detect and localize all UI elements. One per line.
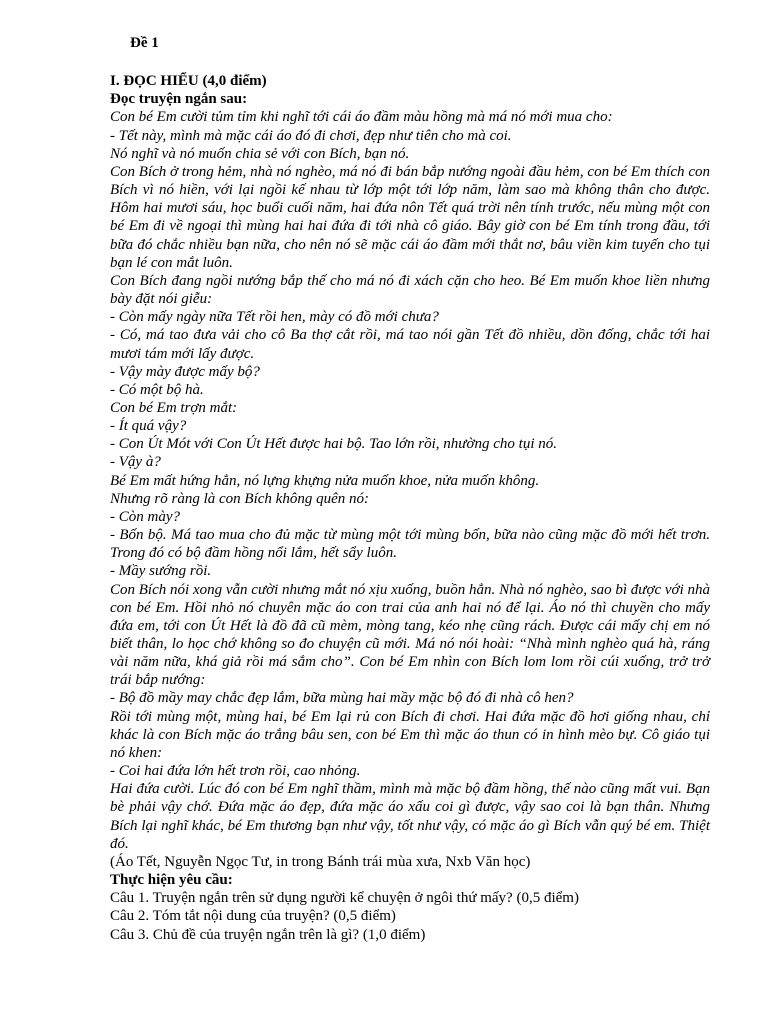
story-paragraph: Con Bích ở trong hẻm, nhà nó nghèo, má nó đi bán bắp nướng ngoài đầu hẻm, con bé Em thích con Bích vì nó hiền, với lại ngồi kế nhau từ lớp một tới lớp năm, làm sao mà không thân cho được. Hôm hai mươi sáu, học buổi cuối năm, hai đứa nôn Tết quá trời nên tính trước, nếu mùng một con bé Em đi về ngoại thì mùng hai hai đứa đi tới nhà cô giáo. Bây giờ con bé Em tính trong đầu, tới bữa đó chắc nhiều bạn nữa, cho nên nó sẽ mặc cái áo đầm mới thắt nơ, bâu viền kim tuyến cho tụi bạn lé con mắt luôn. <box>110 163 710 271</box>
story-paragraph: Hai đứa cười. Lúc đó con bé Em nghĩ thầm, mình mà mặc bộ đầm hồng, thế nào cũng mất vui. Bạn bè phải vậy chớ. Đứa mặc áo đẹp, đứa mặc áo xấu coi gì được, vậy sao coi là bạn thân. Nhưng Bích lại nghĩ khác, bé Em thương bạn như vậy, tốt như vậy, có mặc áo gì Bích vẫn quý bé em. Thiệt đó. <box>110 781 710 852</box>
tasks-heading: Thực hiện yêu cầu: <box>110 872 233 889</box>
story-paragraph: - Có, má tao đưa vải cho cô Ba thợ cắt rồi, má tao nói gần Tết đồ nhiều, dồn đống, chắc tới hai mươi tám mới lấy được. <box>110 327 710 362</box>
story-paragraph: Bé Em mất hứng hẳn, nó lựng khựng nửa muốn khoe, nửa muốn không. <box>110 472 540 489</box>
story-paragraph: - Ít quá vậy? <box>110 418 187 435</box>
story-paragraph: - Tết này, mình mà mặc cái áo đó đi chơi, đẹp như tiên cho mà coi. <box>110 127 512 144</box>
exam-title: Đề 1 <box>130 35 159 51</box>
story-paragraph: - Con Út Mót với Con Út Hết được hai bộ. Tao lớn rồi, nhường cho tụi nó. <box>110 436 557 453</box>
story-paragraph: Con Bích đang ngồi nướng bắp thế cho má nó đi xách cặn cho heo. Bé Em muốn khoe liền nhưng bày đặt nói giễu: <box>110 272 710 308</box>
question-1: Câu 1. Truyện ngắn trên sử dụng người kể chuyện ở ngôi thứ mấy? (0,5 điểm) <box>110 890 579 907</box>
question-list <box>110 889 710 943</box>
story-paragraph: - Bộ đồ mầy may chắc đẹp lắm, bữa mùng hai mầy mặc bộ đó đi nhà cô hen? <box>110 690 574 707</box>
story-paragraph: Con bé Em trợn mắt: <box>110 399 238 416</box>
story-paragraph: - Còn mày? <box>110 508 180 525</box>
story-paragraph: - Vậy à? <box>110 454 161 471</box>
exam-page <box>110 34 710 944</box>
story-paragraph: - Bốn bộ. Má tao mua cho đủ mặc từ mùng một tới mùng bốn, bữa nào cũng mặc đồ mới hết trơn. Trong đó có bộ đầm hồng nổi lắm, hết sẩy luôn. <box>110 527 710 562</box>
story-text <box>110 108 710 852</box>
story-paragraph: - Coi hai đứa lớn hết trơn rồi, cao nhỏng. <box>110 763 361 780</box>
reading-instruction: Đọc truyện ngắn sau: <box>110 91 248 108</box>
question-2: Câu 2. Tóm tắt nội dung của truyện? (0,5 điểm) <box>110 908 396 925</box>
section-heading: I. ĐỌC HIỂU (4,0 điểm) <box>110 73 267 90</box>
story-paragraph: - Vậy mày được mấy bộ? <box>110 363 260 380</box>
story-paragraph: Con bé Em cười tủm tỉm khi nghĩ tới cái áo đầm màu hồng mà má nó mới mua cho: <box>110 109 613 126</box>
story-paragraph: - Mầy sướng rồi. <box>110 563 212 580</box>
story-paragraph: - Có một bộ hà. <box>110 381 204 398</box>
question-3: Câu 3. Chủ đề của truyện ngắn trên là gì? (1,0 điểm) <box>110 926 426 943</box>
story-paragraph: Nó nghĩ và nó muốn chia sẻ với con Bích, bạn nó. <box>110 145 410 162</box>
story-paragraph: - Còn mấy ngày nữa Tết rồi hen, mày có đồ mới chưa? <box>110 309 439 326</box>
story-paragraph: Rồi tới mùng một, mùng hai, bé Em lại rủ con Bích đi chơi. Hai đứa mặc đồ hơi giống nhau, chỉ khác là con Bích mặc áo trắng bâu sen, con bé Em thì mặc áo thun có in hình mèo bự. Cô giáo tụi nó khen: <box>110 708 710 761</box>
story-paragraph: Con Bích nói xong vẫn cười nhưng mắt nó xịu xuống, buồn hẳn. Nhà nó nghèo, sao bì được với nhà con bé Em. Hồi nhỏ nó chuyên mặc áo con trai của anh hai nó để lại. Áo nó thì chuyền cho mấy đứa em, tới con Út Hết là đồ đã cũ mèm, mòng tang, kéo nhẹ cũng rách. Được cái mấy chị em nó biết thân, lo học chớ không so đo chuyện cũ mới. Má nó nói hoài: “Nhà mình nghèo quá hà, ráng vài năm nữa, khá giả rồi má sắm cho”. Con bé Em nhìn con Bích lom lom rồi cúi xuống, trở trở trái bắp nướng: <box>110 581 710 689</box>
story-source: (Áo Tết, Nguyễn Ngọc Tư, in trong Bánh trái mùa xưa, Nxb Văn học) <box>110 853 531 870</box>
story-paragraph: Nhưng rõ ràng là con Bích không quên nó: <box>110 490 369 507</box>
